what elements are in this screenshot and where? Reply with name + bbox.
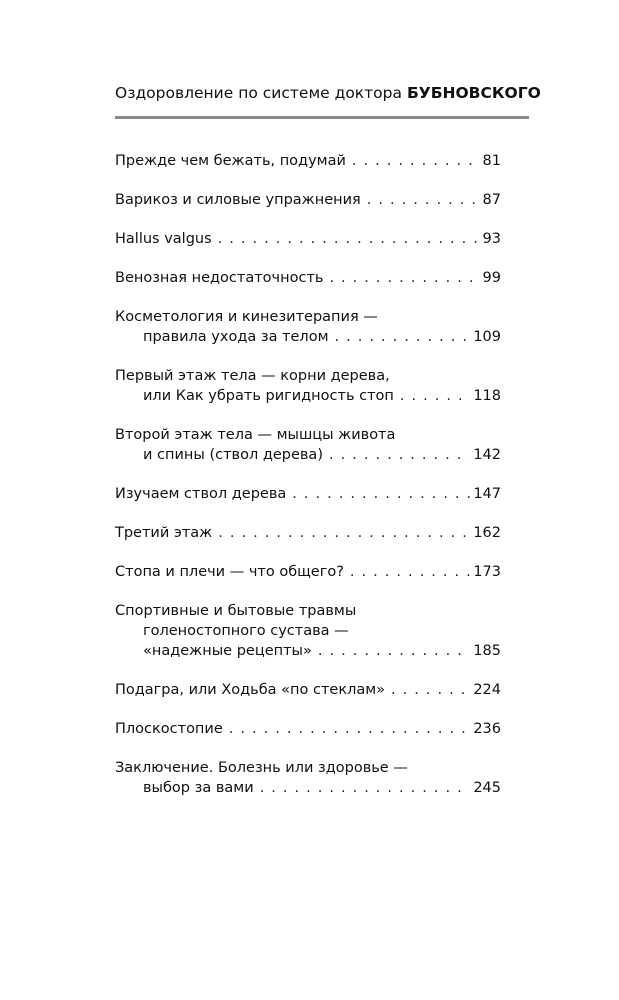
toc-entry-title: Прежде чем бежать, подумай bbox=[115, 153, 346, 169]
dot-leader bbox=[391, 680, 470, 700]
toc-page-number: 99 bbox=[482, 270, 501, 286]
toc-entry-row bbox=[115, 484, 501, 504]
dot-leader bbox=[218, 229, 480, 249]
toc-page-number: 185 bbox=[473, 643, 501, 659]
toc-entry-row bbox=[115, 641, 501, 661]
toc-page-number: 162 bbox=[473, 525, 501, 541]
toc-entry-title-line: Косметология и кинезитерапия — bbox=[115, 309, 378, 325]
toc-page-number: 109 bbox=[473, 329, 501, 345]
toc-entry-row bbox=[115, 719, 501, 739]
toc-entry-title: Подагра, или Ходьба «по стеклам» bbox=[115, 682, 386, 698]
toc-entry-title: Варикоз и силовые упражнения bbox=[115, 192, 361, 208]
toc-entry-title-line: Спортивные и бытовые травмы bbox=[115, 603, 357, 619]
toc-entry-row bbox=[115, 386, 501, 406]
dot-leader bbox=[335, 327, 471, 347]
toc-entry[interactable] bbox=[115, 268, 501, 288]
author-name: БУБНОВСКОГО bbox=[406, 84, 541, 102]
toc-entry-row bbox=[115, 268, 501, 288]
toc-entry-title-line: Первый этаж тела — корни дерева, bbox=[115, 368, 390, 384]
toc-entry[interactable] bbox=[115, 758, 501, 798]
toc-page-number: 118 bbox=[473, 388, 501, 404]
toc-entry-row bbox=[115, 327, 501, 347]
toc-page-number: 81 bbox=[482, 153, 501, 169]
toc-entry[interactable] bbox=[115, 601, 501, 661]
toc-entry-row bbox=[115, 445, 501, 465]
dot-leader bbox=[292, 484, 470, 504]
toc-entry[interactable] bbox=[115, 425, 501, 465]
toc-entry-title: Третий этаж bbox=[115, 525, 213, 541]
toc-entry-title: Плоскостопие bbox=[115, 721, 223, 737]
toc-entry-title: и спины (ствол дерева) bbox=[143, 447, 323, 463]
toc-entry-row bbox=[115, 680, 501, 700]
toc-page-number: 93 bbox=[482, 231, 501, 247]
table-of-contents bbox=[115, 151, 501, 817]
toc-entry[interactable] bbox=[115, 680, 501, 700]
dot-leader bbox=[329, 445, 470, 465]
toc-entry[interactable] bbox=[115, 190, 501, 210]
toc-entry-title: Стопа и плечи — что общего? bbox=[115, 564, 344, 580]
toc-entry-title: Изучаем ствол дерева bbox=[115, 486, 287, 502]
dot-leader bbox=[367, 190, 480, 210]
toc-entry[interactable] bbox=[115, 151, 501, 171]
toc-entry[interactable] bbox=[115, 562, 501, 582]
toc-entry-title: Hallus valgus bbox=[115, 231, 212, 247]
toc-page-number: 224 bbox=[473, 682, 501, 698]
toc-page-number: 87 bbox=[482, 192, 501, 208]
toc-entry-title: выбор за вами bbox=[143, 780, 254, 796]
toc-entry-title: Венозная недостаточность bbox=[115, 270, 324, 286]
toc-page-number: 147 bbox=[473, 486, 501, 502]
toc-entry-title: «надежные рецепты» bbox=[143, 643, 312, 659]
toc-entry-title-line: голеностопного сустава — bbox=[143, 623, 349, 639]
toc-entry-row bbox=[115, 151, 501, 171]
book-title: Оздоровление по системе доктора bbox=[115, 84, 403, 102]
toc-entry-title: или Как убрать ригидность стоп bbox=[143, 388, 394, 404]
toc-page-number: 245 bbox=[473, 780, 501, 796]
toc-entry[interactable] bbox=[115, 229, 501, 249]
header-divider bbox=[115, 116, 529, 119]
toc-entry-row bbox=[115, 778, 501, 798]
running-header bbox=[115, 82, 541, 104]
toc-entry[interactable] bbox=[115, 307, 501, 347]
dot-leader bbox=[329, 268, 479, 288]
toc-entry-title: правила ухода за телом bbox=[143, 329, 329, 345]
toc-entry[interactable] bbox=[115, 523, 501, 543]
dot-leader bbox=[260, 778, 471, 798]
toc-entry-title-line: Заключение. Болезнь или здоровье — bbox=[115, 760, 408, 776]
toc-page-number: 142 bbox=[473, 447, 501, 463]
toc-page-number: 173 bbox=[473, 564, 501, 580]
toc-entry-row bbox=[115, 523, 501, 543]
dot-leader bbox=[229, 719, 471, 739]
dot-leader bbox=[352, 151, 480, 171]
dot-leader bbox=[218, 523, 470, 543]
dot-leader bbox=[400, 386, 470, 406]
toc-entry-row bbox=[115, 229, 501, 249]
dot-leader bbox=[318, 641, 470, 661]
toc-entry-row bbox=[115, 562, 501, 582]
toc-entry-title-line: Второй этаж тела — мышцы живота bbox=[115, 427, 396, 443]
toc-page-number: 236 bbox=[473, 721, 501, 737]
toc-entry-row bbox=[115, 190, 501, 210]
toc-entry[interactable] bbox=[115, 719, 501, 739]
dot-leader bbox=[350, 562, 470, 582]
toc-entry[interactable] bbox=[115, 484, 501, 504]
toc-entry[interactable] bbox=[115, 366, 501, 406]
